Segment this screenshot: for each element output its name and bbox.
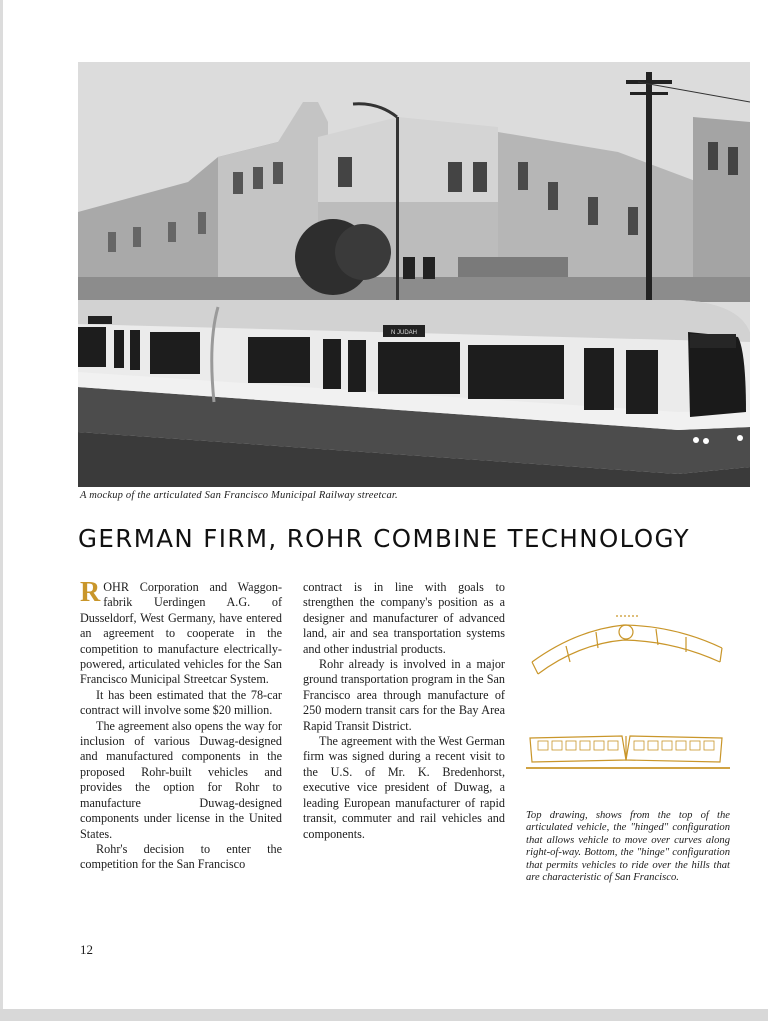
article-paragraph: contract is in line with goals to strengthen the company's position as a designer and manufacturer of advanced land, air and sea transportation systems and other industrial products.: [303, 580, 505, 656]
article-paragraph: Rohr's decision to enter the competition for the San Francisco: [80, 841, 282, 872]
photo-caption: A mockup of the articulated San Francisco Municipal Railway streetcar.: [80, 490, 398, 501]
article-column-1: [80, 577, 282, 873]
streetcar-photo: [78, 62, 750, 487]
diagram-caption: Top drawing, shows from the top of the articulated vehicle, the "hinged" configuration that allows vehicle to move over curves along right-of-way. Bottom, the "hinge" configuration that permits vehicles to ride over the hills that are characteristic of San Francisco.: [526, 810, 730, 884]
article-paragraph: ROHR Corporation and Waggon-fabrik Uerdingen A.G. of Dusseldorf, West Germany, have entered an agreement to cooperate in the competition to manufacture electrically-powered, articulated vehicles for the San Francisco Municipal Streetcar System.: [80, 577, 282, 687]
hinge-diagram: [526, 610, 732, 785]
article-paragraph: The agreement with the West German firm was signed during a recent visit to the U.S. of Mr. K. Bredenhorst, executive vice president of Duwag, a leading European manufacturer of rapid transit, commuter and rail vehicles and components.: [303, 734, 505, 841]
page-bottom-edge: [0, 1009, 768, 1021]
article-paragraph: The agreement also opens the way for inclusion of various Duwag-designed and manufactured components in the proposed Rohr-built vehicles and provides the option for Rohr to manufacture Duwag-designed components under license in the United States.: [80, 718, 282, 841]
article-headline: GERMAN FIRM, ROHR COMBINE TECHNOLOGY: [78, 524, 691, 553]
article-paragraph: Rohr already is involved in a major ground transportation program in the San Francisco area through manufacture of 250 modern transit cars for the Bay Area Rapid Transit District.: [303, 657, 505, 733]
page-edge: [0, 0, 3, 1021]
page-number: 12: [80, 942, 93, 957]
article-paragraph: It has been estimated that the 78-car contract will involve some $20 million.: [80, 687, 282, 718]
article-column-2: [303, 580, 505, 842]
svg-text:N JUDAH: N JUDAH: [390, 330, 418, 336]
drop-cap: R: [80, 577, 101, 608]
